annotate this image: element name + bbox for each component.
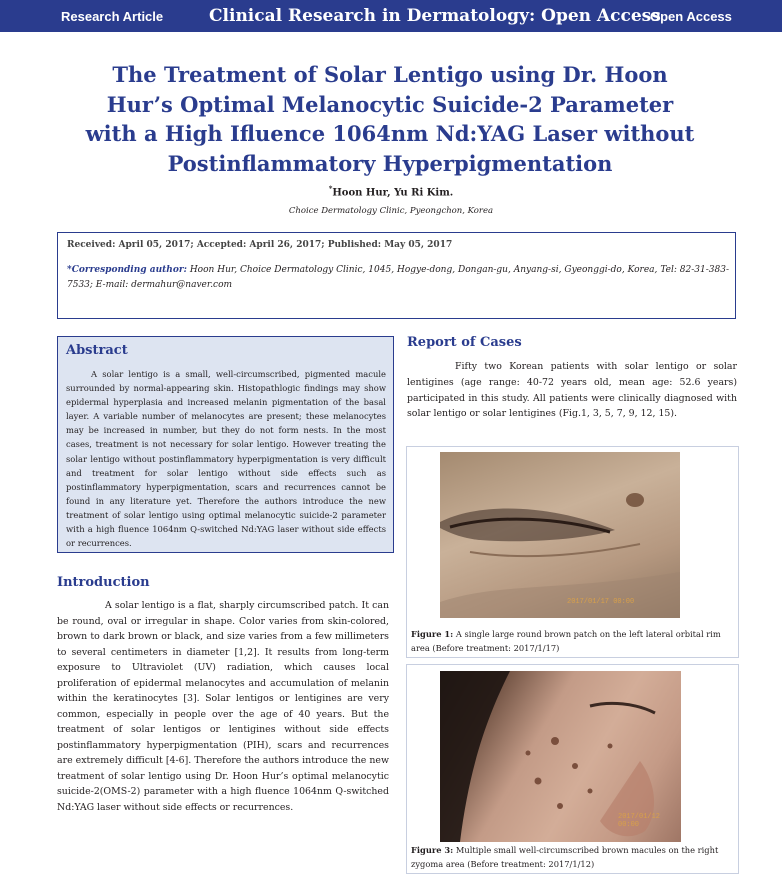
- face-photo-illustration: [440, 452, 680, 618]
- corresponding-text: Hoon Hur, Choice Dermatology Clinic, 1045, Hogye-dong, Dongan-gu, Anyang-si, Gyeonggi-do, Korea, Tel: 82-31-383-7533; E-mail: dermahur@naver.com: [67, 265, 730, 290]
- introduction-heading: Introduction: [57, 575, 150, 590]
- report-text: Fifty two Korean patients with solar lentigo or solar lentigines (age range: 40-72 years old, mean age: 52.6 years) participated in this study. All patients were clinically diagnosed with solar lentigo or solar lentigines (Fig.1, 3, 5, 7, 9, 12, 15).: [407, 361, 737, 420]
- author-mark: *: [328, 184, 333, 193]
- figure-3: [406, 664, 739, 874]
- journal-name: Clinical Research in Dermatology: Open Access: [209, 6, 661, 26]
- title-line: Hur’s Optimal Melanocytic Suicide-2 Parameter: [106, 91, 674, 117]
- publication-dates: Received: April 05, 2017; Accepted: April 26, 2017; Published: May 05, 2017: [67, 240, 453, 250]
- article-info-box: [57, 232, 736, 319]
- abstract-heading: Abstract: [66, 343, 128, 358]
- introduction-text: A solar lentigo is a flat, sharply circumscribed patch. It can be round, oval or irregular in shape. Color varies from skin-colored, brown to dark brown or black, and size varies from a few millimeters to several centimeters in diameter [1,2]. It results from long-term exposure to Ultraviolet (UV) radiation, which causes local proliferation of epidermal melanocytes and accumulation of melanin within the keratinocytes [3]. Solar lentigos or lentigines are very common, especially in people over the age of 40 years. But the treatment of solar lentigos or lentigines without side effects postinflammatory hyperpigmentation (PIH), scars and recurrences are extremely difficult [4-6]. Therefore the authors introduce the new treatment of solar lentigo using Dr. Hoon Hur’s optimal melanocytic suicide-2(OMS-2) parameter with a high fluence 1064nm Q-switched Nd:YAG laser without side effects or recurrences.: [57, 600, 389, 813]
- photo-date-stamp: 2017/01/17 00:00: [567, 598, 635, 606]
- abstract-text: A solar lentigo is a small, well-circumscribed, pigmented macule surrounded by normal-appearing skin. Histopathlogic findings may show epidermal hyperplasia and increased melanin pigmentation of the basal layer. A variable number of melanocytes are present; these melanocytes may be increased in number, but they do not form nests. In the most cases, treatment is not necessary for solar lentigo. However treating the solar lentigo without postinflammatory hyperpigmentation is very difficult and treatment for solar lentigo without side effects such as postinflammatory hyperpigmentation, scars and recurrences cannot be found in any literature yet. Therefore the authors introduce the new treatment of solar lentigo using optimal melanocytic suicide-2 parameter with a high fluence 1064nm Q-switched Nd:YAG laser without side effects or recurrences.: [66, 369, 386, 549]
- abstract-box: [57, 336, 394, 553]
- article-type-label: Research Article: [61, 9, 164, 24]
- figure-3-caption: [411, 843, 736, 871]
- report-heading: Report of Cases: [407, 335, 522, 350]
- figure-3-caption-text: Multiple small well-circumscribed brown macules on the right zygoma area (Before treatment: 2017/1/12): [411, 845, 719, 869]
- figure-1-caption: [411, 627, 736, 655]
- open-access-label: Open Access: [650, 9, 732, 24]
- authors: [0, 184, 782, 198]
- figure-1-caption-text: A single large round brown patch on the left lateral orbital rim area (Before treatment: 2017/1/17): [411, 629, 721, 653]
- figure-1-label: Figure 1:: [411, 629, 454, 639]
- author-names: Hoon Hur, Yu Ri Kim.: [332, 187, 454, 199]
- figure-1: [406, 446, 739, 658]
- corresponding-label: *Corresponding author:: [67, 265, 187, 275]
- corresponding-author: [67, 263, 729, 293]
- article-title: [80, 60, 700, 178]
- photo-date-stamp: 2017/01/12 00:00: [618, 813, 661, 829]
- figure-1-photo: [440, 452, 680, 618]
- journal-header: [0, 0, 782, 32]
- affiliation: Choice Dermatology Clinic, Pyeongchon, Korea: [288, 206, 494, 216]
- title-line: The Treatment of Solar Lentigo using Dr. Hoon: [112, 62, 668, 87]
- figure-3-label: Figure 3:: [411, 845, 454, 855]
- title-line: Postinflammatory Hyperpigmentation: [167, 150, 613, 176]
- figure-3-photo: [440, 671, 681, 842]
- title-line: with a High Ifluence 1064nm Nd:YAG Laser without: [85, 121, 695, 146]
